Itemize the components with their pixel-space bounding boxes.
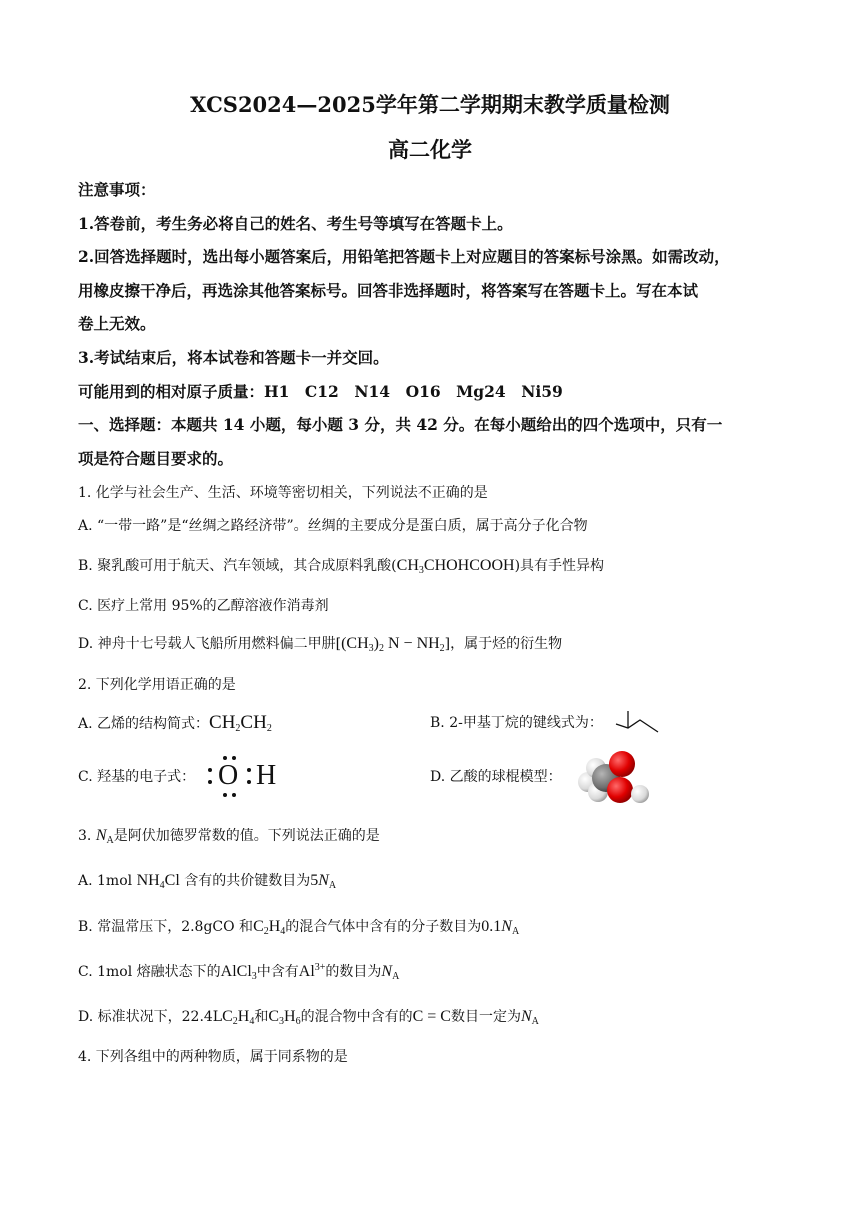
formula-part: Al — [298, 963, 315, 980]
formula-subscript: 2 — [263, 926, 269, 937]
option-b-label: B. 2-甲基丁烷的键线式为： — [430, 715, 603, 731]
formula-subscript: 6 — [295, 1016, 301, 1027]
question-4-stem: 4. 下列各组中的两种物质，属于同系物的是 — [78, 1049, 348, 1065]
notice-heading: 注意事项： — [78, 180, 156, 199]
notice-item-3: 3.考试结束后，将本试卷和答题卡一并交回。 — [78, 348, 389, 367]
exam-title: XCS2024—2025学年第二学期期末教学质量检测 — [190, 92, 670, 117]
formula-subscript: 4 — [249, 1016, 255, 1027]
notice-item-2-line-2: 用橡皮擦干净后，再选涂其他答案标号。回答非选择题时，将答案写在答题卡上。写在本试 — [78, 281, 699, 300]
option-prefix: B. 常温常压下，2.8gCO 和 — [78, 919, 254, 935]
formula-subscript: 2 — [235, 723, 241, 734]
atomic-masses: 可能用到的相对原子质量：H1 C12 N14 O16 Mg24 Ni59 — [78, 382, 563, 401]
formula-superscript: 3+ — [314, 962, 326, 973]
option-d-prefix: D. 神舟十七号载人飞船所用燃料偏二甲肼[ — [78, 636, 342, 652]
coefficient: 5 — [310, 872, 319, 889]
formula-part: H — [268, 918, 281, 935]
formula-subscript: A — [531, 1016, 539, 1027]
option-text: 和 — [254, 1009, 269, 1025]
formula-part: Cl — [164, 872, 180, 889]
question-3-option-d — [78, 1006, 539, 1026]
ammonium-chloride-formula — [137, 872, 180, 889]
avogadro-symbol — [501, 918, 519, 935]
option-text: 含有的共价键数目为 — [179, 873, 311, 889]
formula-subscript: 3 — [418, 565, 424, 576]
option-text: 中含有 — [256, 964, 299, 980]
formula-subscript: 2 — [439, 643, 445, 654]
option-text: 的混合气体中含有的分子数目为 — [285, 919, 482, 935]
formula-subscript: 3 — [279, 1016, 285, 1027]
question-1-option-d — [78, 633, 562, 653]
question-1-option-a: A. “一带一路”是“丝绸之路经济带”。丝绸的主要成分是蛋白质，属于高分子化合物 — [78, 518, 588, 534]
exam-subtitle: 高二化学 — [388, 137, 472, 162]
formula-part: N — [501, 918, 512, 935]
ethylene-formula — [222, 1008, 254, 1025]
option-d-label: D. 乙酸的球棍模型： — [430, 769, 562, 785]
option-prefix: C. 1mol 熔融状态下的 — [78, 964, 221, 980]
formula-subscript: 3 — [251, 971, 257, 982]
formula-part: N — [381, 963, 393, 980]
formula-subscript: 2 — [232, 1016, 238, 1027]
double-bond-notation: C = C — [412, 1008, 451, 1025]
notice-item-1: 1.答卷前，考生务必将自己的姓名、考生号等填写在答题卡上。 — [78, 214, 513, 233]
formula-part: C — [268, 1008, 280, 1025]
avogadro-symbol — [521, 1008, 539, 1025]
question-2-option-b — [430, 712, 603, 732]
question-2-stem: 2. 下列化学用语正确的是 — [78, 677, 236, 693]
aluminium-chloride-formula — [221, 963, 257, 980]
question-3-option-b — [78, 916, 519, 936]
formula-part: C — [253, 918, 264, 935]
coefficient: 0.1 — [481, 918, 502, 935]
hydroxyl-electron-dot-formula — [206, 754, 286, 798]
question-3-option-a — [78, 870, 336, 890]
ethylene-formula — [209, 712, 272, 733]
electron-dots-icon — [206, 754, 256, 798]
formula-part: N − NH — [383, 635, 440, 652]
option-prefix: D. 标准状况下，22.4L — [78, 1009, 223, 1025]
section-1-instructions-line-2: 项是符合题目要求的。 — [78, 449, 234, 468]
oxygen-symbol: O — [218, 760, 239, 791]
formula-subscript: 2 — [378, 643, 384, 654]
formula-part: AlCl — [220, 963, 252, 980]
question-number: 3. — [78, 828, 92, 844]
formula-part: N — [520, 1008, 532, 1025]
question-1-option-b — [78, 555, 604, 575]
formula-subscript: A — [328, 880, 337, 891]
question-2-option-d — [430, 766, 562, 786]
formula-subscript: A — [511, 926, 520, 937]
notice-item-2-line-1: 2.回答选择题时，选出每小题答案后，用铅笔把答题卡上对应题目的答案标号涂黑。如需改动， — [78, 247, 730, 266]
formula-part: ) — [373, 635, 379, 652]
udmh-formula — [341, 635, 445, 652]
question-2-option-a — [78, 712, 272, 734]
section-1-instructions-line-1: 一、选择题：本题共 14 小题，每小题 3 分，共 42 分。在每小题给出的四个选项中，只有一 — [78, 415, 723, 434]
formula-subscript: 2 — [266, 723, 272, 734]
option-prefix: A. 1mol — [78, 873, 137, 889]
ethylene-formula — [253, 918, 285, 935]
avogadro-symbol — [96, 827, 114, 844]
acetic-acid-space-filling-model-icon — [574, 746, 654, 808]
stem-text: 是阿伏加德罗常数的值。下列说法正确的是 — [113, 828, 380, 844]
formula-subscript: 4 — [280, 926, 286, 937]
formula-part: NH — [136, 872, 160, 889]
option-b-prefix: B. 聚乳酸可用于航天、汽车领域，其合成原料乳酸( — [78, 558, 397, 574]
formula-part: N — [95, 827, 107, 844]
question-1-stem: 1. 化学与社会生产、生活、环境等密切相关，下列说法不正确的是 — [78, 485, 488, 501]
option-a-label: A. 乙烯的结构简式： — [78, 716, 210, 732]
formula-subscript: A — [392, 971, 400, 982]
formula-part: H — [237, 1008, 250, 1025]
question-1-option-c: C. 医疗上常用 95%的乙醇溶液作消毒剂 — [78, 598, 329, 614]
formula-subscript: 3 — [368, 643, 374, 654]
question-3-option-c — [78, 961, 399, 981]
formula-part: CHOHCOOH — [423, 557, 515, 574]
formula-subscript: A — [106, 835, 114, 846]
formula-part: C — [222, 1008, 233, 1025]
option-b-suffix: )具有手性异构 — [514, 558, 605, 574]
question-2-option-c — [78, 766, 195, 786]
formula-part: N — [318, 872, 329, 889]
skeletal-formula-2-methylbutane-icon — [612, 706, 662, 736]
notice-item-2-line-3: 卷上无效。 — [78, 314, 156, 333]
question-3-stem — [78, 825, 380, 845]
hydrogen-symbol: H — [256, 760, 277, 791]
lactic-acid-formula — [397, 557, 515, 574]
formula-part: CH — [240, 712, 267, 733]
option-c-label: C. 羟基的电子式： — [78, 769, 196, 785]
formula-part: CH — [209, 712, 236, 733]
aluminium-ion — [299, 963, 326, 980]
formula-part: (CH — [341, 635, 369, 652]
option-text: 的混合物中含有的 — [300, 1009, 413, 1025]
formula-part: CH — [396, 557, 419, 574]
formula-subscript: 4 — [159, 880, 165, 891]
avogadro-symbol — [381, 963, 399, 980]
option-d-suffix: ]，属于烃的衍生物 — [444, 636, 563, 652]
option-text: 的数目为 — [325, 964, 382, 980]
option-text: 数目一定为 — [450, 1009, 521, 1025]
propylene-formula — [268, 1008, 300, 1025]
avogadro-symbol — [318, 872, 336, 889]
formula-part: H — [284, 1008, 296, 1025]
